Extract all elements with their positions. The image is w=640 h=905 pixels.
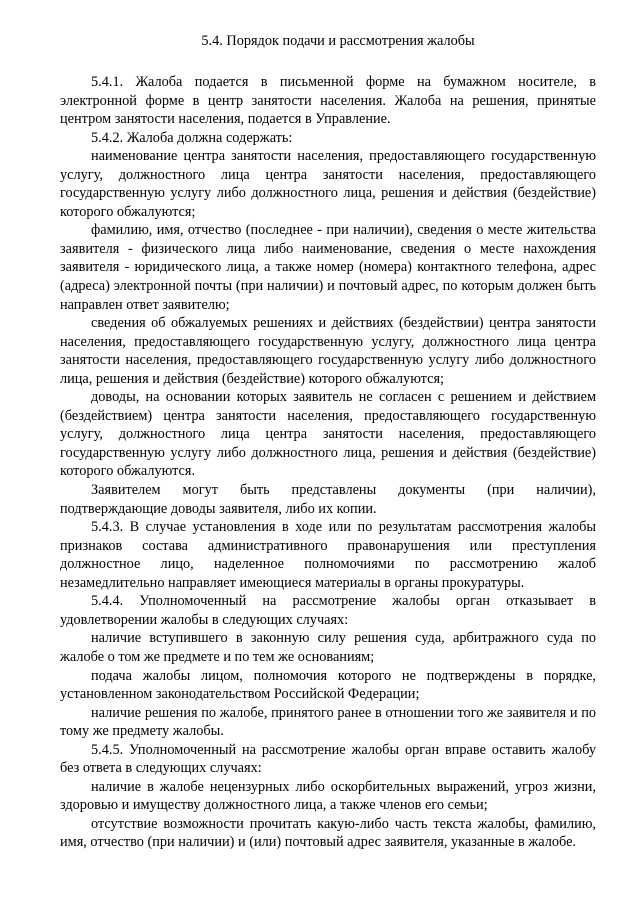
- paragraph-item-name: наименование центра занятости населения, предоставляющего государственную услугу, должностного лица центра занятости населения, предоставляющего государственную услугу либо должностного лица, решения и действия (бездействие) которого обжалуются;: [60, 148, 596, 220]
- paragraph-supporting-documents: Заявителем могут быть представлены документы (при наличии), подтверждающие доводы заявителя, либо их копии.: [60, 482, 596, 517]
- paragraph-5-4-1: 5.4.1. Жалоба подается в письменной форме на бумажном носителе, в электронной форме в центр занятости населения. Жалоба на решения, принятые центром занятости населения, подается в Управление.: [60, 74, 596, 128]
- paragraph-item-arguments: доводы, на основании которых заявитель не согласен с решением и действием (бездействием) центра занятости населения, предоставляющего государственную услугу, должностного лица центра занятости населения, предоставляющего государственную услугу либо должностного лица, решения и действия (бездействие) которого обжалуются.: [60, 389, 596, 480]
- paragraph-no-answer-offensive: наличие в жалобе нецензурных либо оскорбительных выражений, угроз жизни, здоровью и имуществу должностного лица, а также членов его семьи;: [60, 778, 596, 814]
- paragraph-5-4-3: 5.4.3. В случае установления в ходе или по результатам рассмотрения жалобы признаков состава административного правонарушения или преступления должностное лицо, наделенное полномочиями по рассмотрению жалоб незамедлительно направляет имеющиеся материалы в органы прокуратуры.: [60, 519, 596, 591]
- paragraph-list: [60, 73, 596, 852]
- paragraph-refusal-prior-decision: наличие решения по жалобе, принятого ранее в отношении того же заявителя и по тому же предмету жалобы.: [60, 704, 596, 740]
- paragraph-5-4-5: 5.4.5. Уполномоченный на рассмотрение жалобы орган вправе оставить жалобу без ответа в следующих случаях:: [60, 741, 596, 777]
- section-title: 5.4. Порядок подачи и рассмотрения жалобы: [201, 33, 475, 49]
- paragraph-refusal-court-decision: наличие вступившего в законную силу решения суда, арбитражного суда по жалобе о том же предмете и по тем же основаниям;: [60, 630, 596, 665]
- paragraph-no-answer-unreadable: отсутствие возможности прочитать какую-либо часть текста жалобы, фамилию, имя, отчество (при наличии) и (или) почтовый адрес заявителя, указанные в жалобе.: [60, 815, 596, 851]
- paragraph-item-appealed-decisions: сведения об обжалуемых решениях и действиях (бездействии) центра занятости населения, предоставляющего государственную услугу, должностного лица центра занятости населения, предоставляющего государственную услугу либо должностного лица, решения и действия (бездействие) которого обжалуются;: [60, 315, 596, 387]
- paragraph-5-4-2: 5.4.2. Жалоба должна содержать:: [91, 129, 293, 146]
- paragraph-5-4-4: 5.4.4. Уполномоченный на рассмотрение жалобы орган отказывает в удовлетворении жалобы в следующих случаях:: [60, 593, 596, 628]
- paragraph-item-applicant-details: фамилию, имя, отчество (последнее - при наличии), сведения о месте жительства заявителя - физического лица либо наименование, сведения о месте нахождения заявителя - юридического лица, а также номер (номера) контактного телефона, адрес (адреса) электронной почты (при наличии) и почтовый адрес, по которым должен быть направлен ответ заявителю;: [60, 222, 596, 313]
- document-page: [60, 32, 596, 852]
- paragraph-refusal-no-authority: подача жалобы лицом, полномочия которого не подтверждены в порядке, установленном законодательством Российской Федерации;: [60, 667, 596, 703]
